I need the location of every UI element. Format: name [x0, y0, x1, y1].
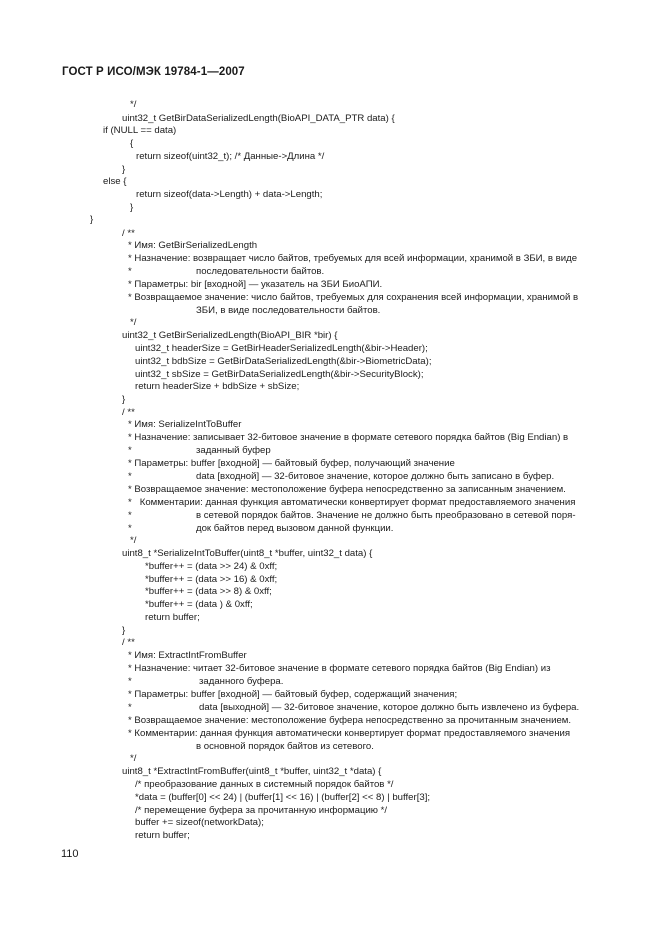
code-line: * [128, 676, 132, 687]
code-line: * Возвращаемое значение: местоположение буфера непосредственно за прочитанным значением. [128, 715, 572, 726]
code-line: data [выходной] — 32-битовое значение, которое должно быть извлечено из буфера. [199, 702, 580, 713]
code-line: */ [130, 317, 137, 328]
code-line: * Назначение: возвращает число байтов, требуемых для всей информации, хранимой в ЗБИ, в виде [128, 253, 578, 264]
code-line: * Параметры: buffer [входной] — байтовый буфер, получающий значение [128, 458, 455, 469]
code-line: * Назначение: читает 32-битовое значение в формате сетевого порядка байтов (Big Endian) из [128, 663, 551, 674]
code-line: */ [130, 535, 137, 546]
code-line: в основной порядок байтов из сетевого. [196, 741, 374, 752]
code-line: * Возвращаемое значение: местоположение буфера непосредственно за записанным значением. [128, 484, 566, 495]
code-line: */ [130, 753, 137, 764]
code-line: * Имя: GetBirSerializedLength [128, 240, 258, 251]
code-line: /* преобразование данных в системный порядок байтов */ [135, 779, 394, 790]
code-line: *data = (buffer[0] << 24) | (buffer[1] << 16) | (buffer[2] << 8) | buffer[3]; [135, 792, 431, 803]
code-line: * Назначение: записывает 32-битовое значение в формате сетевого порядка байтов (Big Endian) в [128, 432, 569, 443]
code-line: * Комментарии: данная функция автоматически конвертирует формат предоставляемого значения [128, 728, 571, 739]
code-line: * [128, 702, 132, 713]
code-line: * Комментарии: данная функция автоматически конвертирует формат предоставляемого значения [128, 497, 576, 508]
code-line: * [128, 266, 132, 277]
code-line: / ** [122, 228, 135, 239]
code-line: } [90, 214, 94, 225]
code-line: * Имя: SerializeIntToBuffer [128, 419, 242, 430]
code-line: */ [130, 99, 137, 110]
code-line: * [128, 510, 132, 521]
code-line: * [128, 445, 132, 456]
code-line: return sizeof(uint32_t); /* Данные->Длина */ [136, 151, 325, 162]
code-line: uint32_t GetBirSerializedLength(BioAPI_BIR *bir) { [122, 330, 338, 341]
code-line: заданного буфера. [199, 676, 284, 687]
code-line: return buffer; [135, 830, 190, 841]
code-line: { [130, 138, 134, 149]
code-line: в сетевой порядок байтов. Значение не должно быть преобразовано в сетевой поря- [196, 510, 576, 521]
code-line: return sizeof(data->Length) + data->Length; [136, 189, 323, 200]
page-number: 110 [61, 848, 79, 860]
code-line: * [128, 471, 132, 482]
code-line: else { [103, 176, 127, 187]
code-line: ЗБИ, в виде последовательности байтов. [196, 305, 381, 316]
code-line: * [128, 523, 132, 534]
code-line: * Параметры: buffer [входной] — байтовый буфер, содержащий значения; [128, 689, 458, 700]
code-line: * Возвращаемое значение: число байтов, требуемых для сохранения всей информации, хранимой в [128, 292, 579, 303]
code-line: return headerSize + bdbSize + sbSize; [135, 381, 300, 392]
code-line: *buffer++ = (data >> 8) & 0xff; [145, 586, 272, 597]
code-line: / ** [122, 407, 135, 418]
code-line: } [122, 625, 126, 636]
code-line: * Параметры: bir [входной] — указатель на ЗБИ БиоАПИ. [128, 279, 383, 290]
code-line: buffer += sizeof(networkData); [135, 817, 264, 828]
code-line: } [122, 394, 126, 405]
code-line: return buffer; [145, 612, 200, 623]
code-line: uint32_t bdbSize = GetBirDataSerializedLength(&bir->BiometricData); [135, 356, 432, 367]
code-line: uint32_t GetBirDataSerializedLength(BioAPI_DATA_PTR data) { [122, 113, 395, 124]
code-line: *buffer++ = (data ) & 0xff; [145, 599, 253, 610]
code-line: * Имя: ExtractIntFromBuffer [128, 650, 247, 661]
code-line: *buffer++ = (data >> 16) & 0xff; [145, 574, 278, 585]
code-line: последовательности байтов. [196, 266, 325, 277]
code-line: *buffer++ = (data >> 24) & 0xff; [145, 561, 278, 572]
code-line: } [122, 164, 126, 175]
code-line: uint8_t *ExtractIntFromBuffer(uint8_t *buffer, uint32_t *data) { [122, 766, 382, 777]
code-line: } [130, 202, 134, 213]
code-line: if (NULL == data) [103, 125, 177, 136]
code-line: uint32_t sbSize = GetBirDataSerializedLength(&bir->SecurityBlock); [135, 369, 424, 380]
code-line: заданный буфер [196, 445, 271, 456]
code-line: data [входной] — 32-битовое значение, которое должно быть записано в буфер. [196, 471, 555, 482]
code-line: /* перемещение буфера за прочитанную информацию */ [135, 805, 388, 816]
code-line: uint8_t *SerializeIntToBuffer(uint8_t *buffer, uint32_t data) { [122, 548, 373, 559]
code-line: uint32_t headerSize = GetBirHeaderSerializedLength(&bir->Header); [135, 343, 428, 354]
code-line: / ** [122, 637, 135, 648]
code-line: док байтов перед вызовом данной функции. [196, 523, 394, 534]
page-header: ГОСТ Р ИСО/МЭК 19784-1—2007 [62, 66, 245, 78]
